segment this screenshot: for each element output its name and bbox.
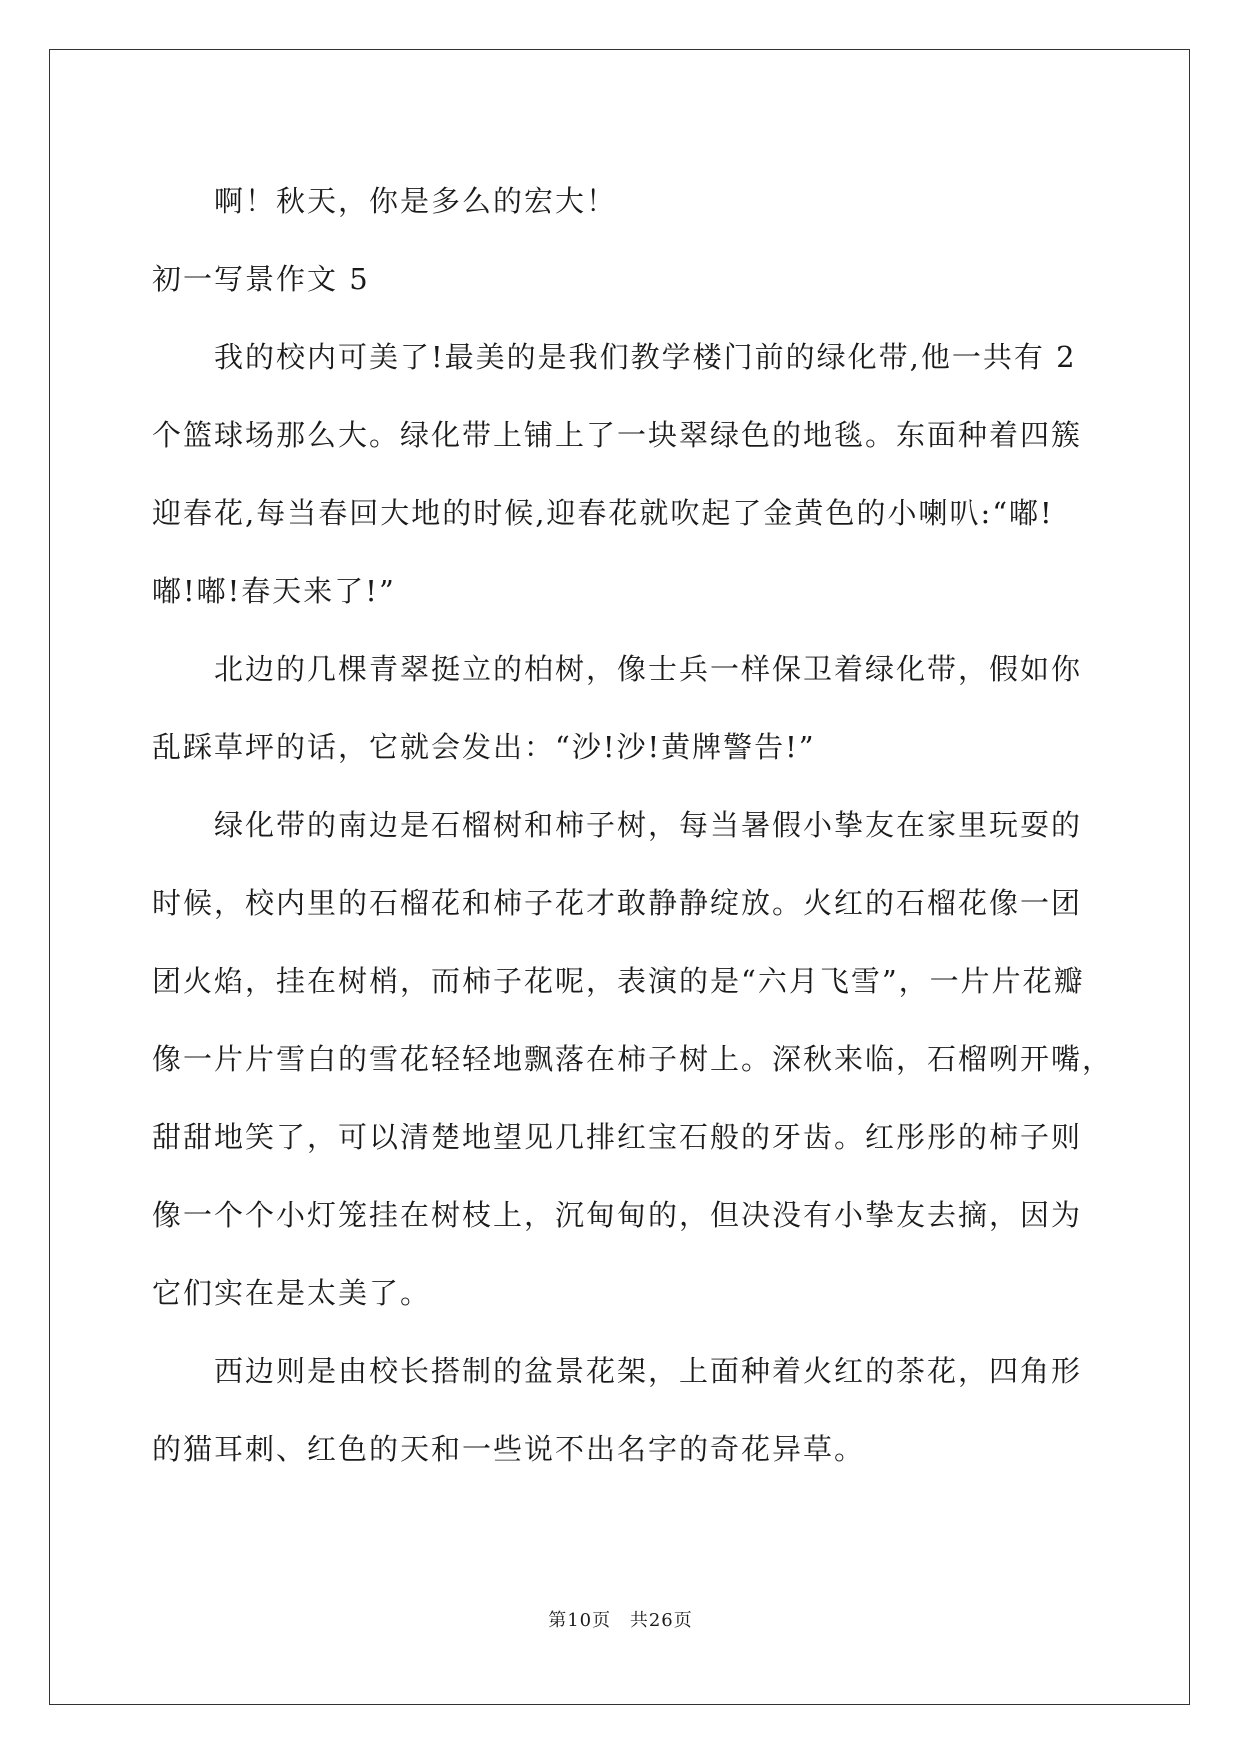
section-heading: 初一写景作文 5: [152, 262, 370, 296]
paragraph-line: 绿化带的南边是石榴树和柿子树，每当暑假小挚友在家里玩耍的: [214, 808, 1083, 842]
paragraph-line: 西边则是由校长搭制的盆景花架，上面种着火红的茶花，四角形: [214, 1354, 1083, 1388]
paragraph-line: 它们实在是太美了。: [152, 1276, 432, 1310]
paragraph-line: 北边的几棵青翠挺立的柏树，像士兵一样保卫着绿化带，假如你: [214, 652, 1083, 686]
paragraph-line: 我的校内可美了!最美的是我们教学楼门前的绿化带,他一共有 2: [214, 340, 1077, 374]
page-footer: [0, 1606, 1241, 1632]
page-number: 第10页: [548, 1610, 612, 1631]
paragraph-line: 嘟!嘟!春天来了!”: [152, 574, 396, 608]
paragraph-line: 团火焰，挂在树梢，而柿子花呢，表演的是“六月飞雪”，一片片花瓣: [152, 964, 1085, 998]
paragraph-line: 时候，校内里的石榴花和柿子花才敢静静绽放。火红的石榴花像一团: [152, 886, 1083, 920]
paragraph-line: 迎春花,每当春回大地的时候,迎春花就吹起了金黄色的小喇叭:“嘟!: [152, 496, 1054, 530]
paragraph-line: 啊！秋天，你是多么的宏大！: [214, 184, 618, 218]
page-total: 共26页: [629, 1610, 693, 1631]
paragraph-line: 像一片片雪白的雪花轻轻地飘落在柿子树上。深秋来临，石榴咧开嘴，: [152, 1042, 1114, 1076]
paragraph-line: 的猫耳刺、红色的天和一些说不出名字的奇花异草。: [152, 1432, 866, 1466]
paragraph-line: 乱踩草坪的话，它就会发出：“沙!沙!黄牌警告!”: [152, 730, 816, 764]
paragraph-line: 个篮球场那么大。绿化带上铺上了一块翠绿色的地毯。东面种着四簇: [152, 418, 1083, 452]
paragraph-line: 甜甜地笑了，可以清楚地望见几排红宝石般的牙齿。红彤彤的柿子则: [152, 1120, 1083, 1154]
paragraph-line: 像一个个小灯笼挂在树枝上，沉甸甸的，但决没有小挚友去摘，因为: [152, 1198, 1083, 1232]
document-body: [152, 162, 1114, 1488]
